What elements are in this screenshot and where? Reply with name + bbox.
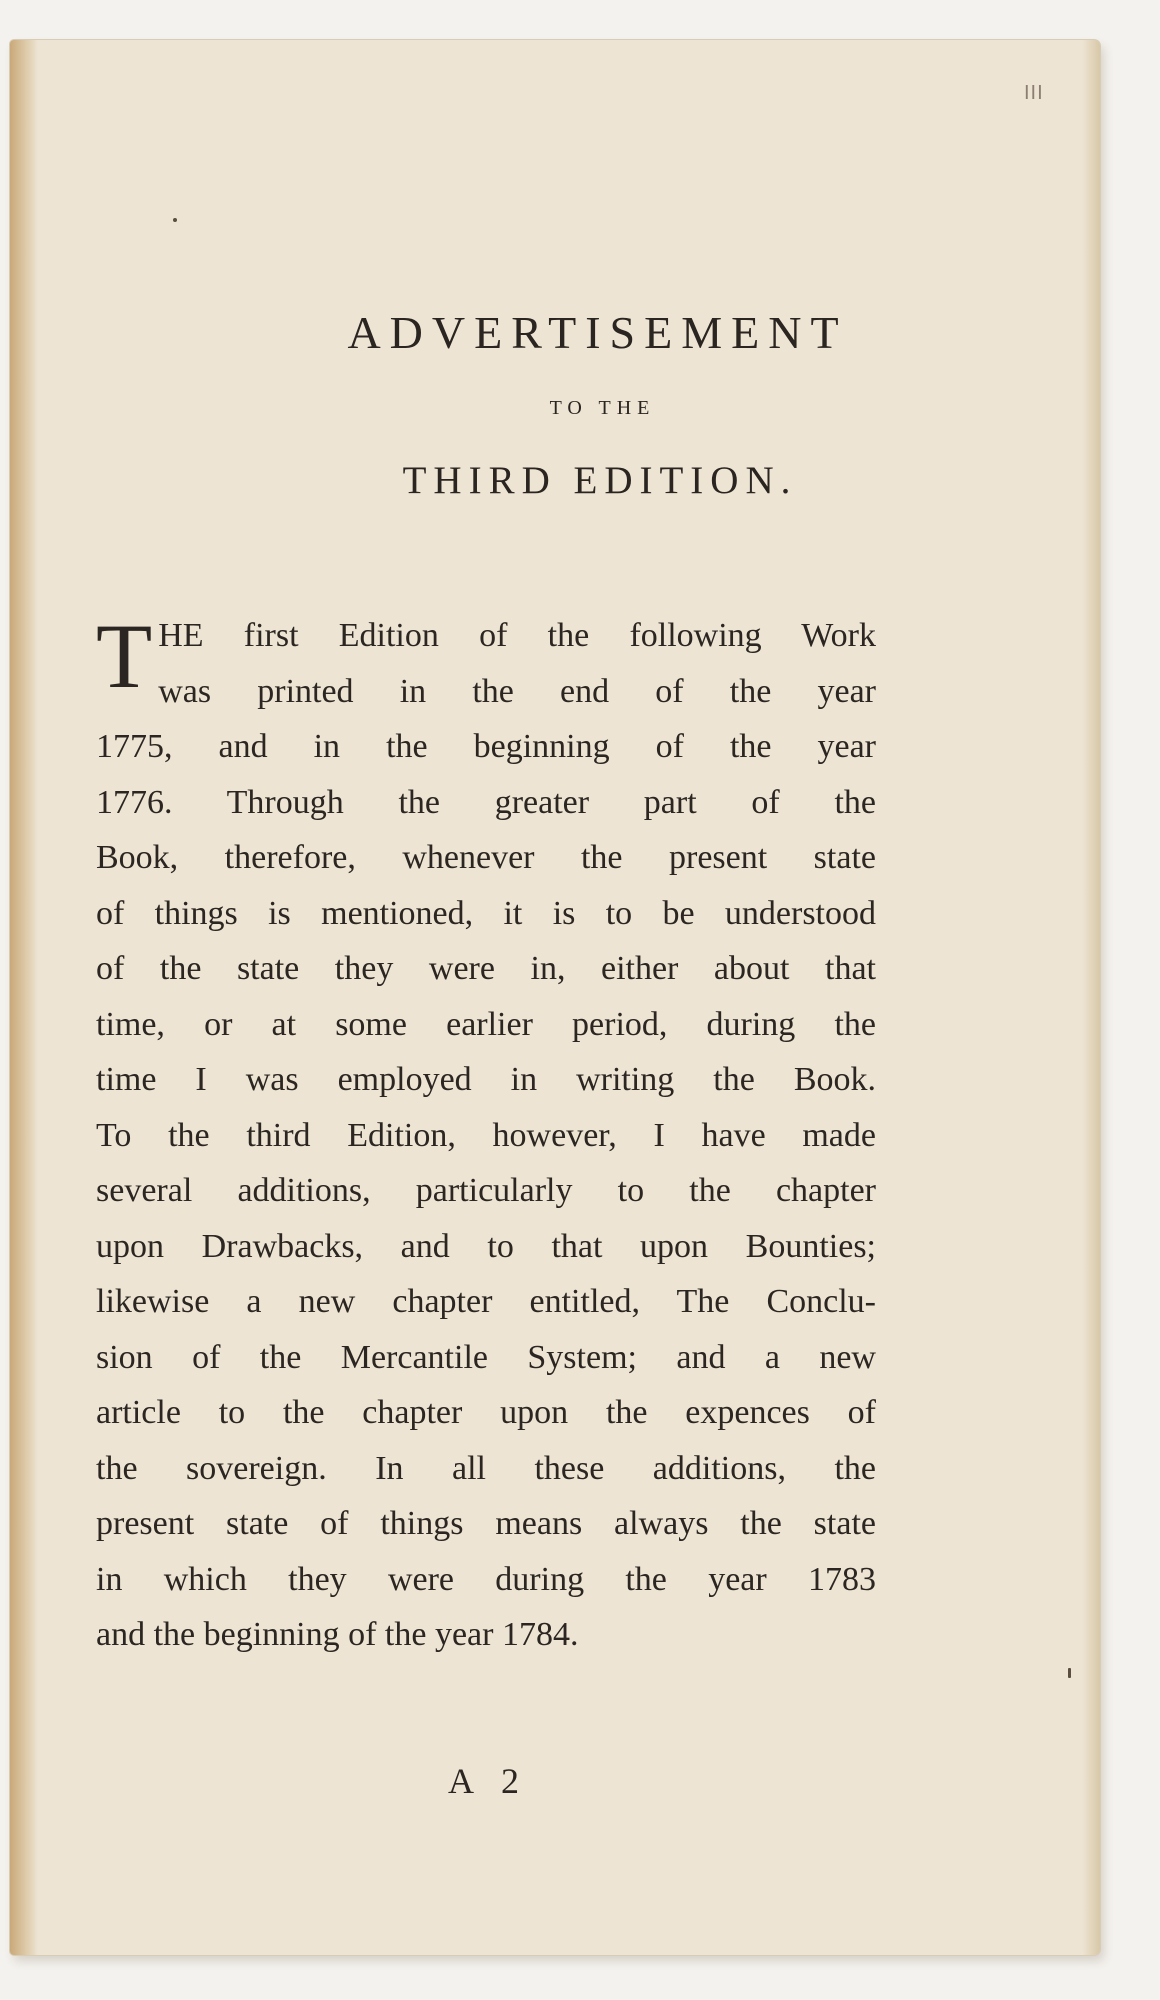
text-line: likewise a new chapter entitled, The Conclu- [96,1283,876,1320]
text-line: HE first Edition of the following Work [158,617,876,654]
text-line: sion of the Mercantile System; and a new [96,1338,876,1376]
ink-speck [1068,1668,1071,1678]
advertisement-paragraph [96,605,876,1663]
text-line: Book, therefore, whenever the present state [96,839,876,876]
text-line: several additions, particularly to the chapter [96,1172,876,1209]
text-line: was printed in the end of the year [158,672,876,710]
text-line: 1775, and in the beginning of the year [96,728,876,765]
ink-speck [173,218,177,222]
text-line: of the state they were in, either about that [96,950,876,987]
edition-heading: THIRD EDITION. [402,459,798,502]
page-subtitle: TO THE [549,397,656,419]
text-line: and the beginning of the year 1784. [96,1616,579,1653]
text-line: of things is mentioned, it is to be understood [96,894,876,932]
text-line: time, or at some earlier period, during the [96,1005,876,1043]
text-line: To the third Edition, however, I have made [96,1116,876,1154]
text-line: time I was employed in writing the Book. [96,1061,876,1098]
text-line: 1776. Through the greater part of the [96,783,876,821]
page-title: ADVERTISEMENT [347,307,848,358]
text-line: upon Drawbacks, and to that upon Bounties; [96,1227,876,1265]
text-line: article to the chapter upon the expences of [96,1394,876,1431]
drop-capital: T [96,605,153,707]
book-page [10,40,1100,1955]
text-line: present state of things means always the state [96,1505,876,1542]
text-line: the sovereign. In all these additions, the [96,1449,876,1487]
signature-mark: A 2 [448,1761,530,1801]
text-line: in which they were during the year 1783 [96,1560,876,1598]
pencil-page-mark: III [1024,82,1044,104]
